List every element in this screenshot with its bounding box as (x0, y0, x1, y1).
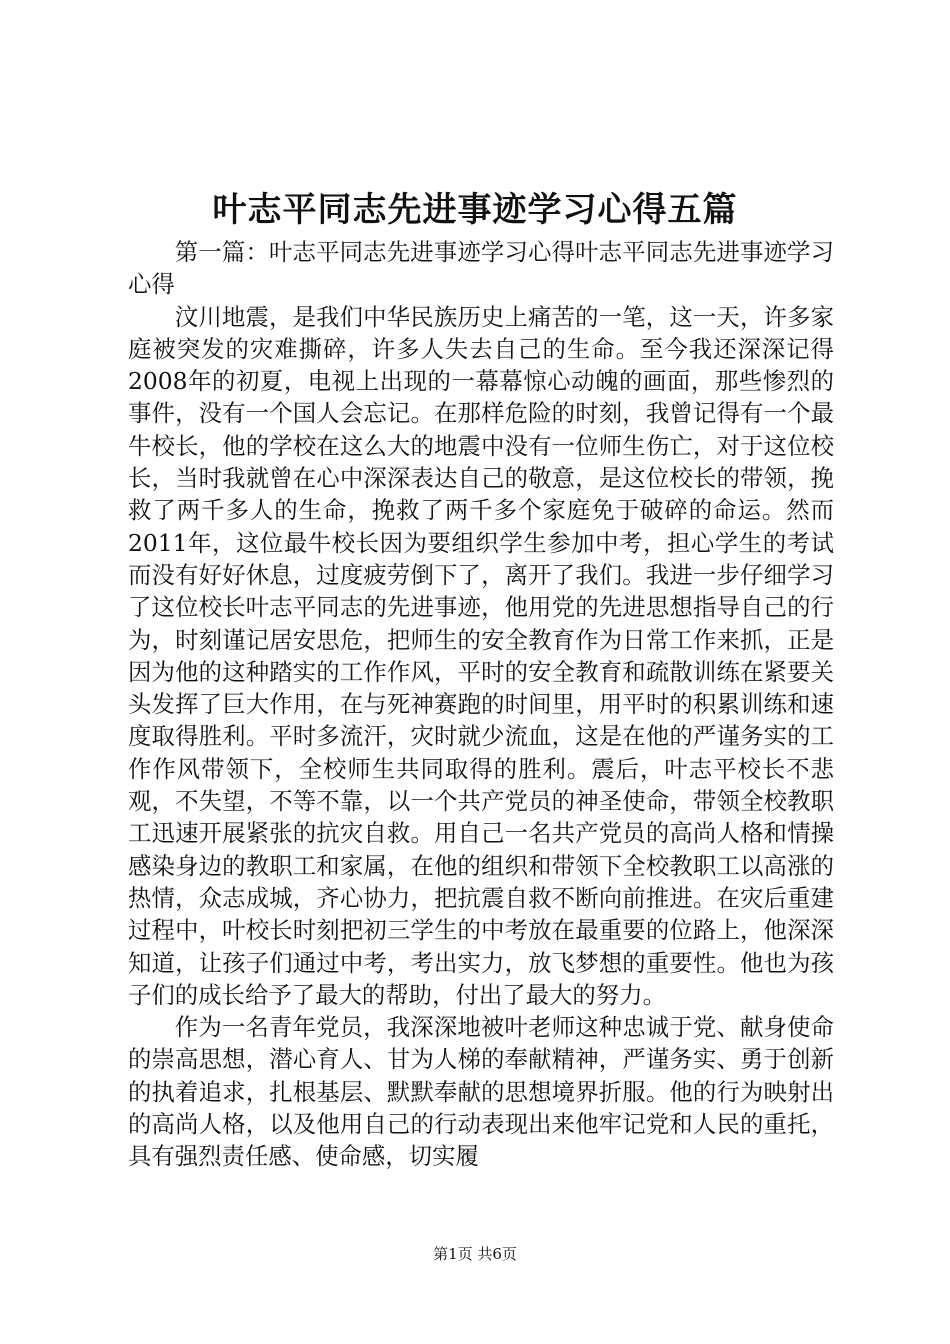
paragraph: 汶川地震，是我们中华民族历史上痛苦的一笔，这一天，许多家庭被突发的灾难撕碎，许多人失去自己的生命。至今我还深深记得2008年的初夏，电视上出现的一幕幕惊心动魄的画面，那些惨烈的事件，没有一个国人会忘记。在那样危险的时刻，我曾记得有一个最牛校长，他的学校在这么大的地震中没有一位师生伤亡，对于这位校长，当时我就曾在心中深深表达自己的敬意，是这位校长的带领，挽救了两千多人的生命，挽救了两千多个家庭免于破碎的命运。然而2011年，这位最牛校长因为要组织学生参加中考，担心学生的考试而没有好好休息，过度疲劳倒下了，离开了我们。我进一步仔细学习了这位校长叶志平同志的先进事迹，他用党的先进思想指导自己的行为，时刻谨记居安思危，把师生的安全教育作为日常工作来抓，正是因为他的这种踏实的工作作风，平时的安全教育和疏散训练在紧要关头发挥了巨大作用，在与死神赛跑的时间里，用平时的积累训练和速度取得胜利。平时多流汗，灾时就少流血，这是在他的严谨务实的工作作风带领下，全校师生共同取得的胜利。震后，叶志平校长不悲观，不失望，不等不靠，以一个共产党员的神圣使命，带领全校教职工迅速开展紧张的抗灾自救。用自己一名共产党员的高尚人格和情操感染身边的教职工和家属，在他的组织和带领下全校教职工以高涨的热情，众志成城，齐心协力，把抗震自救不断向前推进。在灾后重建过程中，叶校长时刻把初三学生的中考放在最重要的位路上，他深深知道，让孩子们通过中考，考出实力，放飞梦想的重要性。他也为孩子们的成长给予了最大的帮助，付出了最大的努力。 (128, 302, 834, 1009)
document-body (128, 236, 834, 1173)
paragraph: 作为一名青年党员，我深深地被叶老师这种忠诚于党、献身使命的崇高思想，潜心育人、甘为人梯的奉献精神，严谨务实、勇于创新的执着追求，扎根基层、默默奉献的思想境界折服。他的行为映射出的高尚人格，以及他用自己的行动表现出来他牢记党和人民的重托，具有强烈责任感、使命感，切实履 (128, 1013, 834, 1171)
paragraph-heading: 第一篇：叶志平同志先进事迹学习心得叶志平同志先进事迹学习心得 (128, 238, 834, 299)
document-title: 叶志平同志先进事迹学习心得五篇 (212, 190, 738, 230)
page-footer: 第1页 共6页 (433, 1245, 517, 1263)
